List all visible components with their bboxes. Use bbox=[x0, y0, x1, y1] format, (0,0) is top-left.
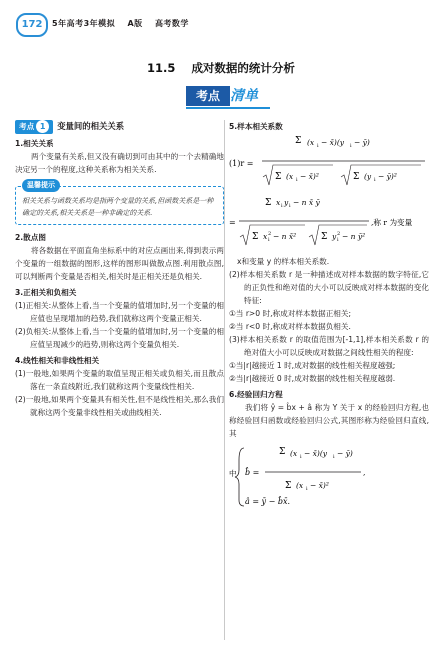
heading-5: 5.样本相关系数 bbox=[229, 122, 283, 131]
heading-6: 6.经验回归方程 bbox=[229, 390, 283, 399]
heading-4: 4.线性相关和非线性相关 bbox=[15, 356, 100, 365]
svg-text:(x: (x bbox=[296, 481, 304, 490]
left-column bbox=[15, 120, 224, 419]
svg-text:i: i bbox=[374, 177, 376, 183]
formula-regression-comma: , bbox=[363, 468, 366, 477]
formula-r-prefix: (1)r = bbox=[229, 159, 254, 168]
tip-label: 温馨提示 bbox=[22, 179, 60, 192]
svg-text:(x: (x bbox=[307, 138, 315, 147]
svg-text:i: i bbox=[306, 486, 308, 492]
formula-regression bbox=[229, 440, 429, 510]
para-4b: (2)一般地,如果两个变量具有相关性,但不是线性相关,那么我们就称这两个变量非线性相关或曲线相关. bbox=[15, 395, 224, 417]
svg-text:b̂ =: b̂ = bbox=[245, 468, 260, 477]
svg-text:i: i bbox=[281, 203, 283, 209]
tip-box bbox=[15, 181, 224, 225]
svg-text:i: i bbox=[333, 454, 335, 460]
formula-regression-prefix: 中 bbox=[229, 469, 237, 478]
svg-text:− ȳ): − ȳ) bbox=[337, 449, 353, 458]
svg-text:− x̄)(y: − x̄)(y bbox=[304, 449, 327, 458]
para-r2: (2)样本相关系数 r 是一种描述成对样本数据的数字特征,它的正负性和绝对值的大小可以反映成对样本数据的变化特征: bbox=[229, 270, 429, 305]
svg-text:− n ȳ²: − n ȳ² bbox=[342, 232, 366, 241]
svg-text:Σ: Σ bbox=[295, 136, 302, 146]
svg-text:− x̄)²: − x̄)² bbox=[300, 172, 319, 181]
heading-1: 1.相关关系 bbox=[15, 139, 54, 148]
kaodian-banner bbox=[186, 86, 270, 106]
svg-text:y: y bbox=[284, 198, 289, 207]
edition: A版 bbox=[127, 19, 143, 28]
svg-text:− x̄)²: − x̄)² bbox=[310, 481, 329, 490]
svg-text:=: = bbox=[229, 218, 236, 227]
para-2: 将各数据在平面直角坐标系中的对应点画出来,得到表示两个变量的一组数据的图形,这样的图形叫做散点图.利用散点图,可以判断两个变量是否相关,相关时是正相关还是负相关. bbox=[15, 246, 224, 281]
svg-text:x: x bbox=[263, 232, 268, 241]
svg-text:i: i bbox=[300, 454, 302, 460]
strength-strong: ①当|r|越接近 1 时,成对数据的线性相关程度越强; bbox=[229, 361, 396, 370]
svg-text:i: i bbox=[289, 203, 291, 209]
svg-text:− x̄)(y: − x̄)(y bbox=[321, 138, 344, 147]
page-number: 172 bbox=[16, 13, 48, 37]
svg-text:− ȳ): − ȳ) bbox=[354, 138, 370, 147]
strength-weak: ②当|r|越接近 0 时,成对数据的线性相关程度越弱. bbox=[229, 374, 396, 383]
svg-text:Σ: Σ bbox=[353, 172, 360, 182]
svg-text:Σ: Σ bbox=[285, 481, 292, 491]
formula-r-1 bbox=[229, 133, 429, 191]
heading-3: 3.正相关和负相关 bbox=[15, 288, 77, 297]
header-title bbox=[52, 17, 198, 30]
para-4a: (1)一般地,如果两个变量的取值呈现正相关或负相关,而且散点落在一条直线附近,我们就称这两个变量线性相关. bbox=[15, 369, 224, 391]
svg-text:Σ: Σ bbox=[265, 198, 272, 208]
svg-text:(x: (x bbox=[290, 449, 298, 458]
formula-intercept: â = ȳ − b̂x̄. bbox=[245, 497, 291, 506]
svg-text:(y: (y bbox=[364, 172, 372, 181]
case-negative: ②当 r<0 时,称成对样本数据负相关. bbox=[229, 322, 351, 331]
para-3b: (2)负相关:从整体上看,当一个变量的值增加时,另一个变量的相应值呈现减少的趋势,则称这两个变量负相关. bbox=[15, 327, 224, 349]
svg-text:(x: (x bbox=[286, 172, 294, 181]
svg-text:− ȳ)²: − ȳ)² bbox=[378, 172, 397, 181]
svg-text:y: y bbox=[332, 232, 337, 241]
para-1: 两个变量有关系,但又没有确切到可由其中的一个去精确地决定另一个的程度,这种关系称为相关关系. bbox=[15, 152, 224, 174]
case-positive: ①当 r>0 时,称成对样本数据正相关; bbox=[229, 309, 352, 318]
svg-text:i: i bbox=[296, 177, 298, 183]
section-title bbox=[0, 62, 442, 75]
topic-title: 变量间的相关关系 bbox=[57, 121, 125, 131]
right-column bbox=[229, 120, 429, 514]
banner-qingdan: 清单 bbox=[230, 88, 258, 104]
formula-r-suffix: ,称 r 为变量 bbox=[371, 218, 413, 227]
formula-r-2 bbox=[229, 195, 429, 251]
svg-text:Σ: Σ bbox=[252, 232, 259, 242]
svg-text:i: i bbox=[350, 143, 352, 149]
formula-r-tail: x和变量 y 的样本相关系数. bbox=[237, 257, 330, 266]
section-number: 11.5 bbox=[147, 61, 176, 75]
topic-tag: 考点 1 bbox=[15, 120, 53, 134]
svg-text:2: 2 bbox=[268, 231, 272, 237]
heading-2: 2.散点图 bbox=[15, 233, 46, 242]
book-name: 5年高考3年模拟 bbox=[52, 19, 116, 28]
svg-text:− n x̄ ȳ: − n x̄ ȳ bbox=[293, 198, 320, 207]
svg-text:i: i bbox=[317, 143, 319, 149]
subject: 高考数学 bbox=[154, 19, 189, 28]
para-3a: (1)正相关:从整体上看,当一个变量的值增加时,另一个变量的相应值也呈现增加的趋势,我们就称这两个变量正相关. bbox=[15, 301, 224, 323]
banner-underline bbox=[186, 107, 270, 109]
svg-text:− n x̄²: − n x̄² bbox=[273, 232, 297, 241]
svg-text:Σ: Σ bbox=[321, 232, 328, 242]
svg-text:i: i bbox=[337, 237, 339, 243]
para-r6: 我们将 ŷ = b̂x + â 称为 Y 关于 x 的经验回归方程,也称经验回归函数或经验回归公式,其图形称为经验回归直线,其 bbox=[229, 403, 429, 438]
page-header bbox=[0, 0, 442, 40]
banner-kaodian: 考点 bbox=[186, 86, 230, 106]
svg-text:Σ: Σ bbox=[275, 172, 282, 182]
svg-text:2: 2 bbox=[337, 231, 341, 237]
para-r3: (3)样本相关系数 r 的取值范围为[-1,1],样本相关系数 r 的绝对值大小可以反映成对数据之间线性相关的程度: bbox=[229, 335, 429, 357]
svg-text:Σ: Σ bbox=[279, 447, 286, 457]
topic-heading bbox=[15, 120, 224, 134]
column-divider bbox=[224, 120, 225, 640]
topic-number: 1 bbox=[36, 120, 49, 133]
tip-text: 相关关系与函数关系均是指两个变量的关系,但函数关系是一种确定的关系,相关关系是一种非确定的关系. bbox=[22, 197, 214, 217]
svg-text:x: x bbox=[276, 198, 281, 207]
section-name: 成对数据的统计分析 bbox=[191, 61, 295, 75]
svg-text:i: i bbox=[268, 237, 270, 243]
